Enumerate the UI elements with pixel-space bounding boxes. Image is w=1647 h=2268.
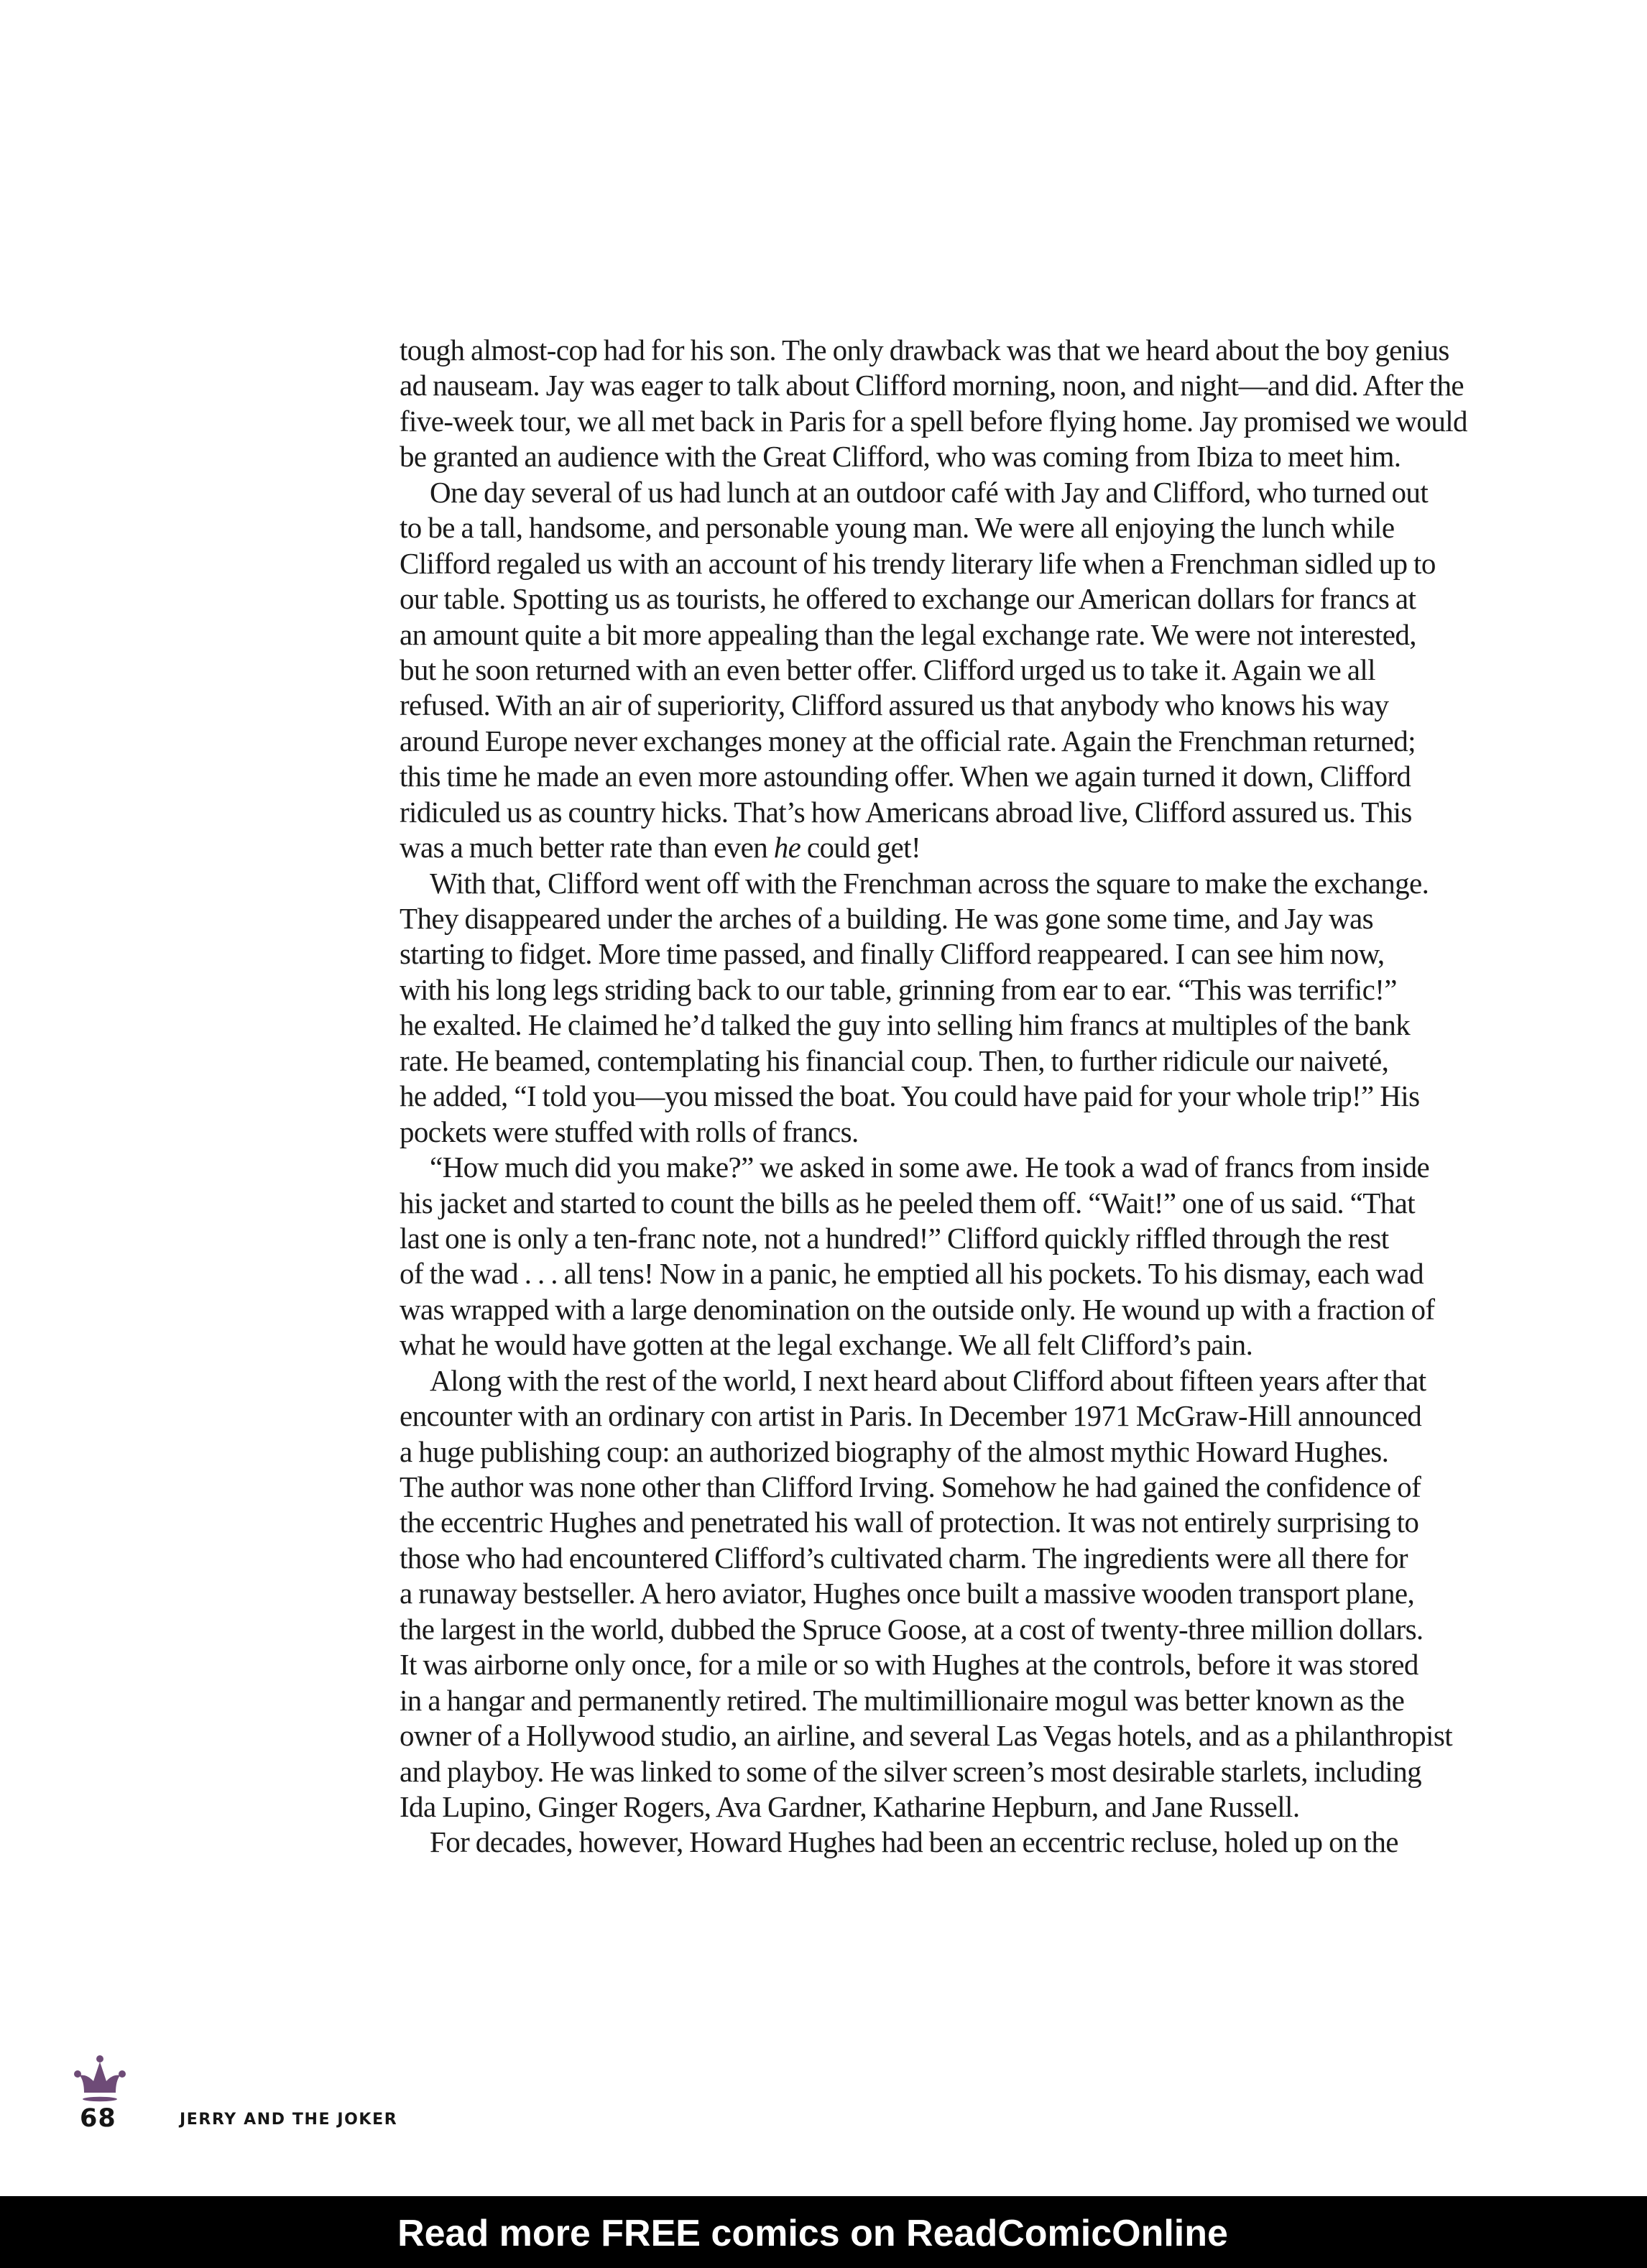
text-line: With that, Clifford went off with the Frenchman across the square to make the exchange.: [430, 866, 1429, 900]
body-text: [400, 333, 1467, 1861]
text-line: was wrapped with a large denomination on the outside only. He wound up with a fraction of: [400, 1292, 1435, 1326]
text-line: “How much did you make?” we asked in some awe. He took a wad of francs from inside: [430, 1151, 1430, 1184]
promo-banner[interactable]: [0, 2196, 1647, 2268]
text-line: he added, “I told you—you missed the boat. You could have paid for your whole trip!” His: [400, 1079, 1420, 1113]
text-line: last one is only a ten-franc note, not a hundred!” Clifford quickly riffled through the rest: [400, 1221, 1389, 1255]
text-line: a runaway bestseller. A hero aviator, Hughes once built a massive wooden transport plane,: [400, 1577, 1415, 1610]
text-segment: was a much better rate than even: [400, 831, 774, 865]
text-line: our table. Spotting us as tourists, he offered to exchange our American dollars for francs at: [400, 582, 1416, 616]
paragraph: [400, 475, 1436, 866]
text-line: a huge publishing coup: an authorized biography of the almost mythic Howard Hughes.: [400, 1434, 1389, 1468]
text-line: around Europe never exchanges money at the official rate. Again the Frenchman returned;: [400, 724, 1416, 757]
text-line: ridiculed us as country hicks. That’s how Americans abroad live, Clifford assured us. This: [400, 795, 1412, 829]
text-line: refused. With an air of superiority, Clifford assured us that anybody who knows his way: [400, 688, 1389, 722]
text-line: tough almost-cop had for his son. The only drawback was that we heard about the boy genius: [400, 333, 1449, 367]
text-line: five-week tour, we all met back in Paris for a spell before flying home. Jay promised we would: [400, 404, 1467, 438]
text-line: the largest in the world, dubbed the Spruce Goose, at a cost of twenty-three million dollars.: [400, 1612, 1424, 1646]
text-line: an amount quite a bit more appealing than the legal exchange rate. We were not interested,: [400, 617, 1416, 651]
text-line: with his long legs striding back to our table, grinning from ear to ear. “This was terrific!”: [400, 972, 1397, 1006]
text-line: pockets were stuffed with rolls of francs.: [400, 1115, 859, 1148]
text-line: ad nauseam. Jay was eager to talk about Clifford morning, noon, and night—and did. After the: [400, 369, 1464, 402]
text-line: It was airborne only once, for a mile or so with Hughes at the controls, before it was stored: [400, 1648, 1418, 1682]
text-line: Ida Lupino, Ginger Rogers, Ava Gardner, Katharine Hepburn, and Jane Russell.: [400, 1789, 1300, 1823]
promo-banner-text[interactable]: Read more FREE comics on ReadComicOnline: [397, 2213, 1228, 2254]
paragraph: [400, 1363, 1452, 1825]
text-line: those who had encountered Clifford’s cultivated charm. The ingredients were all there for: [400, 1541, 1408, 1575]
jester-crown-icon: [74, 2055, 126, 2103]
text-line: he exalted. He claimed he’d talked the guy into selling him francs at multiples of the bank: [400, 1008, 1411, 1042]
text-line: be granted an audience with the Great Clifford, who was coming from Ibiza to meet him.: [400, 440, 1401, 474]
paragraph: [400, 1150, 1435, 1363]
text-line: and playboy. He was linked to some of the silver screen’s most desirable starlets, including: [400, 1754, 1422, 1788]
text-line: to be a tall, handsome, and personable young man. We were all enjoying the lunch while: [400, 511, 1395, 545]
text-line: starting to fidget. More time passed, and finally Clifford reappeared. I can see him now,: [400, 937, 1385, 971]
text-line: but he soon returned with an even better offer. Clifford urged us to take it. Again we all: [400, 653, 1375, 686]
text-line: Clifford regaled us with an account of his trendy literary life when a Frenchman sidled up to: [400, 546, 1436, 580]
text-line: They disappeared under the arches of a building. He was gone some time, and Jay was: [400, 902, 1373, 935]
text-line: the eccentric Hughes and penetrated his wall of protection. It was not entirely surprising to: [400, 1506, 1419, 1539]
italic-emphasis: he: [773, 831, 801, 865]
text-line: in a hangar and permanently retired. The multimillionaire mogul was better known as the: [400, 1683, 1405, 1717]
text-line: rate. He beamed, contemplating his financial coup. Then, to further ridicule our naiveté,: [400, 1043, 1389, 1077]
text-line: For decades, however, Howard Hughes had been an eccentric recluse, holed up on the: [430, 1825, 1398, 1859]
text-line: owner of a Hollywood studio, an airline, and several Las Vegas hotels, and as a philanthropist: [400, 1719, 1452, 1753]
text-line: this time he made an even more astounding offer. When we again turned it down, Clifford: [400, 760, 1411, 793]
text-line: Along with the rest of the world, I next heard about Clifford about fifteen years after that: [430, 1363, 1426, 1397]
running-title: JERRY AND THE JOKER: [180, 2111, 398, 2129]
page-number: 68: [80, 2104, 116, 2133]
text-line: One day several of us had lunch at an outdoor café with Jay and Clifford, who turned out: [430, 475, 1429, 509]
text-line: The author was none other than Clifford Irving. Somehow he had gained the confidence of: [400, 1470, 1421, 1503]
paragraph: [400, 1825, 1398, 1860]
text-line: what he would have gotten at the legal exchange. We all felt Clifford’s pain.: [400, 1328, 1253, 1362]
text-line: of the wad . . . all tens! Now in a panic, he emptied all his pockets. To his dismay, each wad: [400, 1257, 1424, 1291]
text-line: [400, 830, 1372, 865]
text-line: encounter with an ordinary con artist in Paris. In December 1971 McGraw-Hill announced: [400, 1399, 1422, 1433]
paragraph: [400, 866, 1429, 1151]
text-segment: could get!: [801, 831, 921, 865]
paragraph: [400, 333, 1467, 475]
text-line: his jacket and started to count the bills as he peeled them off. “Wait!” one of us said. “That: [400, 1186, 1416, 1220]
